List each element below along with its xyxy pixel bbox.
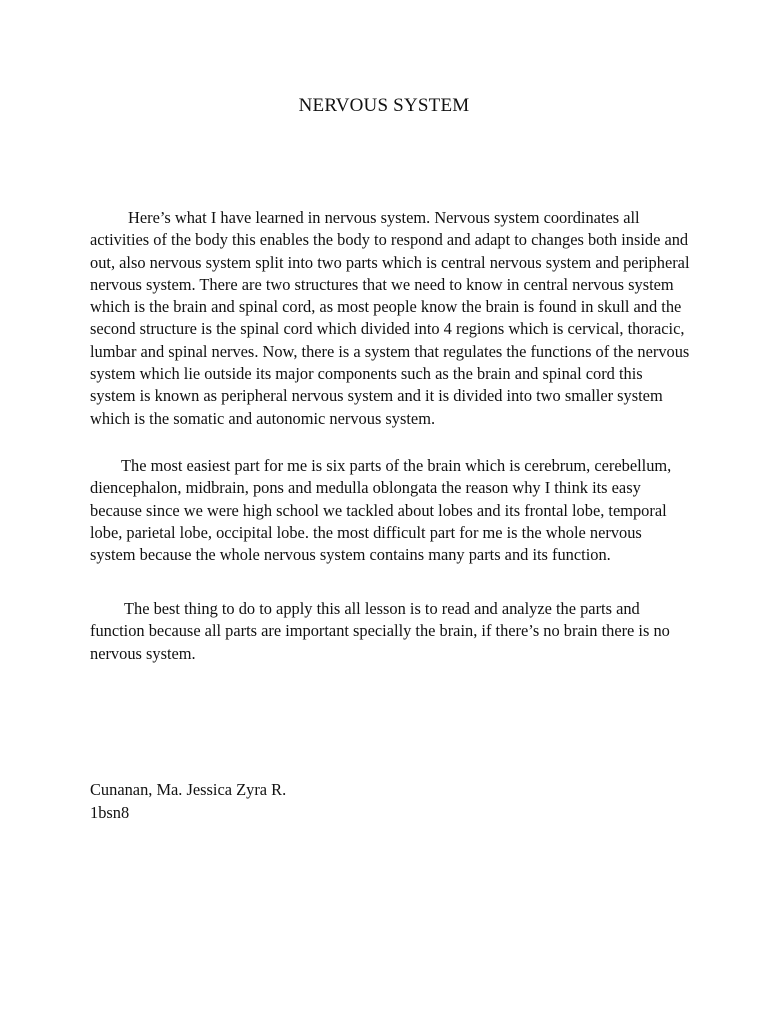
paragraph-learned: Here’s what I have learned in nervous system. Nervous system coordinates all activities of the body this enables the body to respond and adapt to changes both inside and out, also nervous system split into two parts which is central nervous system and peripheral nervous system. There are two structures that we need to know in central nervous system which is the brain and spinal cord, as most people know the brain is found in skull and the second structure is the spinal cord which divided into 4 regions which is cervical, thoracic, lumbar and spinal nerves. Now, there is a system that regulates the functions of the nervous system which lie outside its major components such as the brain and spinal cord this system is known as peripheral nervous system and it is divided into two smaller system which is the somatic and autonomic nervous system. bbox=[90, 208, 690, 428]
section-code: 1bsn8 bbox=[90, 803, 130, 822]
author-name: Cunanan, Ma. Jessica Zyra R. bbox=[90, 780, 287, 799]
paragraph-best-thing: The best thing to do to apply this all lesson is to read and analyze the parts and function because all parts are important specially the brain, if there’s no brain there is no nervous system. bbox=[90, 599, 670, 663]
signature-block bbox=[90, 778, 286, 824]
paragraph-easiest-part: The most easiest part for me is six parts of the brain which is cerebrum, cerebellum, diencephalon, midbrain, pons and medulla oblongata the reason why I think its easy because since we were high school we tackled about lobes and its frontal lobe, temporal lobe, parietal lobe, occipital lobe. the most difficult part for me is the whole nervous system because the whole nervous system contains many parts and its function. bbox=[90, 456, 672, 565]
document-title: NERVOUS SYSTEM bbox=[298, 95, 470, 116]
